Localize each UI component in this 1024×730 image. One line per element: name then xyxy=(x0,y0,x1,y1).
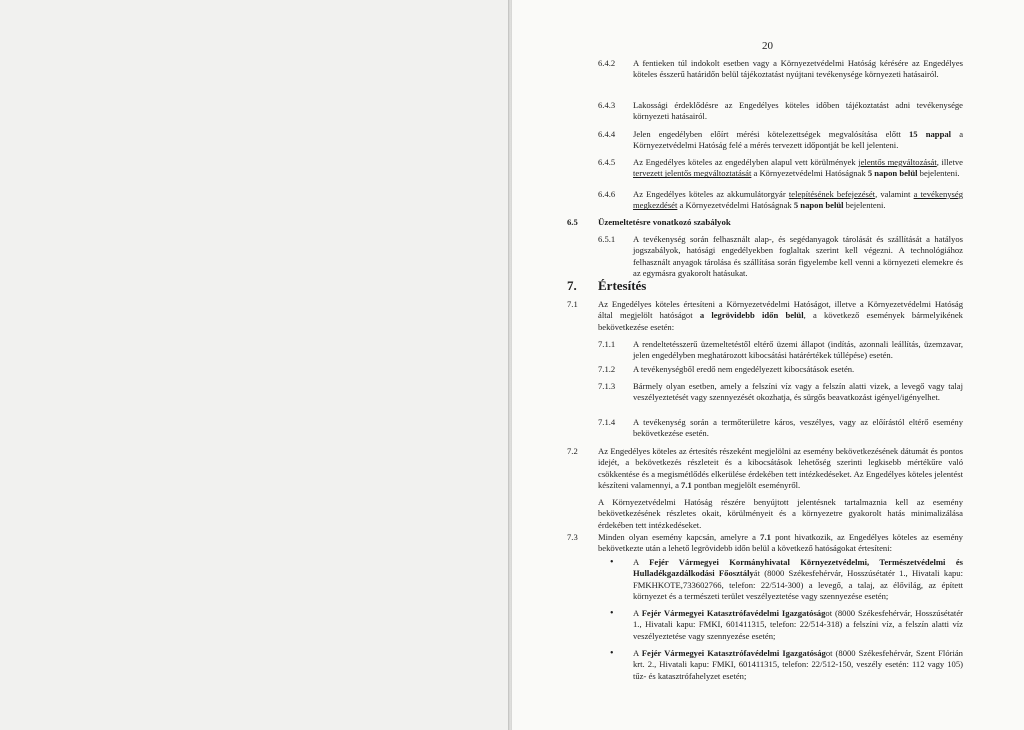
section-num-7-1-2: 7.1.2 xyxy=(598,364,616,374)
paragraph-7-3: Minden olyan esemény kapcsán, amelyre a 7.1 pont hivatkozik, az Engedélyes köteles az esemény bekövetkezte után a lehető legrövidebb időn belül a következő hatóságokat értesíteni: xyxy=(598,532,963,554)
bullet-item-3: A Fejér Vármegyei Katasztrófavédelmi Igazgatóságot (8000 Székesfehérvár, Szent Flórián krt. 2., Hivatali kapu: FMKI, 601411315, telefon: 22/512-150, veszély esetén: 112 vagy 105) tűz- és katasztrófahelyzet esetén; xyxy=(633,648,963,681)
section-num-7-3: 7.3 xyxy=(567,532,578,542)
paragraph-6-4-4: Jelen engedélyben előírt mérési kötelezettségek megvalósítása előtt 15 nappal a Környezetvédelmi Hatóság felé a mérés tervezett időpontját be kell jelenteni. xyxy=(633,129,964,151)
section-num-7-1-4: 7.1.4 xyxy=(598,417,616,427)
section-num-6-5-1: 6.5.1 xyxy=(598,234,616,244)
section-num-6-4-4: 6.4.4 xyxy=(598,129,616,139)
paragraph-6-4-3: Lakossági érdeklődésre az Engedélyes köteles időben tájékoztatást adni tevékenysége környezeti hatásairól. xyxy=(633,100,963,122)
section-heading-7: Értesítés xyxy=(598,278,647,293)
section-num-6-5: 6.5 xyxy=(567,217,578,227)
section-num-6-4-6: 6.4.6 xyxy=(598,189,616,199)
bullet-dot: • xyxy=(610,557,614,568)
section-num-6-4-5: 6.4.5 xyxy=(598,157,616,167)
section-heading-6-5: Üzemeltetésre vonatkozó szabályok xyxy=(598,217,731,227)
bullet-dot: • xyxy=(610,608,614,619)
left-blank-page xyxy=(0,0,508,730)
bullet-item-2: A Fejér Vármegyei Katasztrófavédelmi Igazgatóságot (8000 Székesfehérvár, Hosszúsétatér 1., Hivatali kapu: FMKI, 601411315, telefon: 22/514-318) a felszíni víz, a felszín alatti víz veszélyeztetése vagy szennyezése esetén; xyxy=(633,608,963,641)
section-num-7-2: 7.2 xyxy=(567,446,578,456)
section-num-6-4-3: 6.4.3 xyxy=(598,100,616,110)
paragraph-7-1-4: A tevékenység során a termőterületre káros, veszélyes, vagy az előírástól eltérő esemény bekövetkezése esetén. xyxy=(633,417,963,439)
bullet-dot: • xyxy=(610,648,614,659)
section-num-7-1-1: 7.1.1 xyxy=(598,339,616,349)
section-num-7: 7. xyxy=(567,278,577,293)
paragraph-6-4-2: A fentieken túl indokolt esetben vagy a Környezetvédelmi Hatóság kérésére az Engedélyes köteles ésszerű határidőn belül tájékoztatást nyújtani tevékenysége környezeti hatásairól. xyxy=(633,58,963,80)
section-num-6-4-2: 6.4.2 xyxy=(598,58,616,68)
paragraph-7-2: Az Engedélyes köteles az értesítés részeként megjelölni az esemény bekövetkezésének dátumát és pontos idejét, a bekövetkezés részleteit és a kibocsátások lehetőség szerinti legkisebb mértékűre való csökkentése és a megismétlődés elkerülése érdekében tett intézkedéseket. Az Engedélyes köteles jelentést készíteni valamennyi, a 7.1 pontban megjelölt eseményről. xyxy=(598,446,963,491)
paragraph-7-1-2: A tevékenységből eredő nem engedélyezett kibocsátások esetén. xyxy=(633,364,855,374)
paragraph-6-4-5: Az Engedélyes köteles az engedélyben alapul vett körülmények jelentős megváltozását, illetve tervezett jelentős megváltoztatását a Környezetvédelmi Hatóságnak 5 napon belül bejelenteni. xyxy=(633,157,963,179)
paragraph-7-1: Az Engedélyes köteles értesíteni a Környezetvédelmi Hatóságot, illetve a Környezetvédelmi Hatóság által megjelölt hatóságot a legrövidebb időn belül, a következő események bármelyikének bekövetkezése esetén: xyxy=(598,299,963,332)
paragraph-7-1-1: A rendeltetésszerű üzemeltetéstől eltérő üzemi állapot (indítás, azonnali leállítás, üzemzavar, jelen engedélyben meghatározott kibocsátási határértékek túllépése) esetén. xyxy=(633,339,963,361)
paragraph-6-5-1: A tevékenység során felhasznált alap-, és segédanyagok tárolását és szállítását a hatályos jogszabályok, hatósági engedélyekben foglaltak szerint kell végezni. A technológiához felhasznált anyagok tárolása és szállítása során figyelembe kell venni a környezeti elemekre és az egymásra gyakorolt hatásukat. xyxy=(633,234,963,279)
paragraph-7-1-3: Bármely olyan esetben, amely a felszíni víz vagy a felszín alatti vizek, a levegő vagy talaj veszélyeztetését vagy szennyezését okozhatja, és sürgős beavatkozást igényel/igényelhet. xyxy=(633,381,963,403)
section-num-7-1: 7.1 xyxy=(567,299,578,309)
section-num-7-1-3: 7.1.3 xyxy=(598,381,616,391)
paragraph-6-4-6: Az Engedélyes köteles az akkumulátorgyár telepítésének befejezését, valamint a tevékenység megkezdését a Környezetvédelmi Hatóságnak 5 napon belül bejelenteni. xyxy=(633,189,964,211)
paragraph-7-2-continued: A Környezetvédelmi Hatóság részére benyújtott jelentésnek tartalmaznia kell az esemény bekövetkezésének részletes okait, körülményeit és a környezetre gyakorolt hatás minimalizálása érdekében tett intézkedéseket. xyxy=(598,497,963,530)
page-number: 20 xyxy=(762,40,773,52)
bullet-item-1: A Fejér Vármegyei Kormányhivatal Környezetvédelmi, Természetvédelmi és Hulladékgazdálkodási Főosztályát (8000 Székesfehérvár, Hosszúsétatér 1., Hivatali kapu: FMKHKOTE,733602766, telefon: 22/514-300) a levegő, a talaj, az élővilág, az épített környezet és a természeti terület veszélyeztetése vagy szennyezése esetén; xyxy=(633,557,963,602)
